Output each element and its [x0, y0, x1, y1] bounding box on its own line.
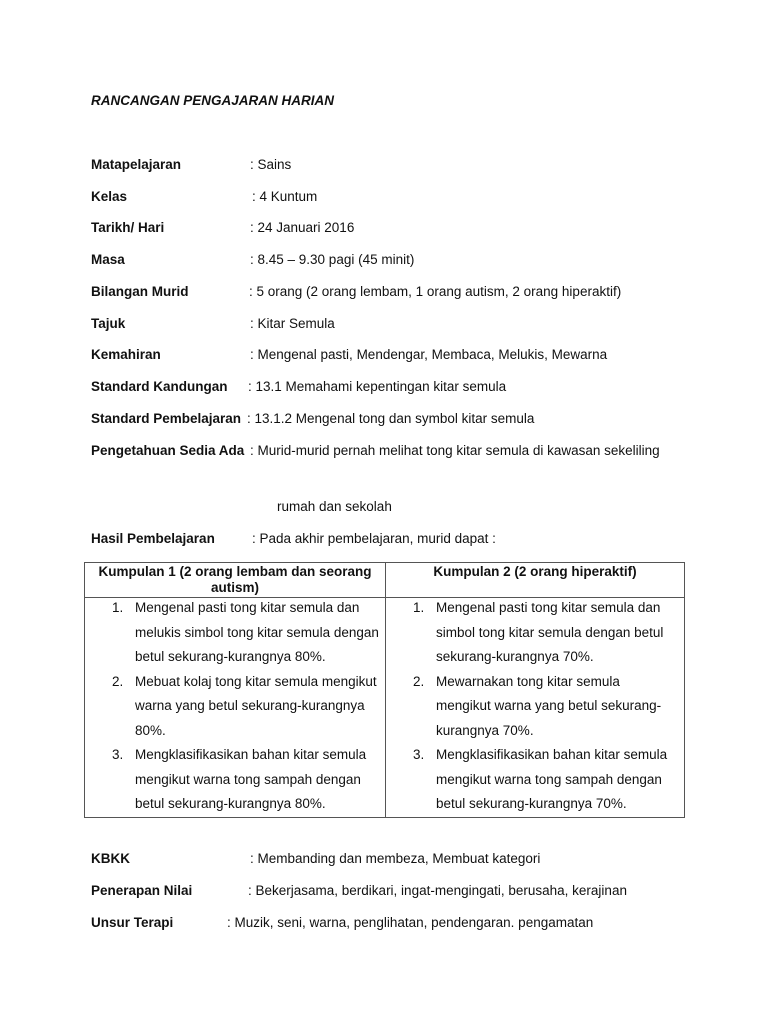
field-label: Hasil Pembelajaran — [91, 531, 215, 546]
field-value: : Membanding dan membeza, Membuat kategori — [250, 851, 541, 866]
list-item — [386, 743, 684, 817]
list-number: 2. — [413, 673, 425, 689]
field-value: : Pada akhir pembelajaran, murid dapat : — [252, 531, 496, 546]
list-number: 1. — [112, 600, 124, 615]
list-item-text: Mebuat kolaj tong kitar semula mengikut warna yang betul sekurang-kurangnya 80%. — [135, 673, 377, 738]
col1-header: Kumpulan 1 (2 orang lembam dan seorang autism) — [85, 563, 386, 598]
list-item — [85, 670, 385, 744]
field-value: : Bekerjasama, berdikari, ingat-mengingati, berusaha, kerajinan — [248, 883, 627, 898]
list-item — [85, 596, 385, 670]
field-value: : Murid-murid pernah melihat tong kitar semula di kawasan sekeliling — [250, 443, 660, 458]
col2-header: Kumpulan 2 (2 orang hiperaktif) — [386, 563, 685, 598]
col1-list — [85, 596, 385, 817]
list-item-text: Mengklasifikasikan bahan kitar semula mengikut warna tong sampah dengan betul sekurang-kurangnya 80%. — [135, 747, 367, 811]
list-number: 3. — [413, 747, 425, 762]
list-number: 3. — [112, 747, 124, 762]
list-item-text: Mengklasifikasikan bahan kitar semula mengikut warna tong sampah dengan betul sekurang-kurangnya 70%. — [436, 747, 668, 811]
field-value: : 13.1 Memahami kepentingan kitar semula — [248, 379, 507, 394]
field-label: Kelas — [91, 189, 128, 204]
field-label: Unsur Terapi — [91, 915, 174, 930]
pengetahuan-continuation: rumah dan sekolah — [277, 499, 392, 514]
table-row — [85, 598, 685, 818]
field-label: Masa — [91, 252, 125, 267]
list-item — [85, 743, 385, 817]
field-label: Tajuk — [91, 316, 126, 331]
document-title: RANCANGAN PENGAJARAN HARIAN — [91, 93, 335, 108]
field-label: Matapelajaran — [91, 157, 182, 172]
field-value: : Mengenal pasti, Mendengar, Membaca, Melukis, Mewarna — [250, 347, 608, 362]
col2-cell — [386, 598, 685, 818]
list-number: 1. — [413, 600, 425, 615]
field-label: KBKK — [91, 851, 130, 866]
table-header-row — [85, 563, 685, 598]
field-label: Bilangan Murid — [91, 284, 189, 299]
list-item-text: Mengenal pasti tong kitar semula dan simbol tong kitar semula dengan betul sekurang-kurangnya 70%. — [436, 600, 664, 664]
list-item — [386, 596, 684, 670]
list-item-text: Mengenal pasti tong kitar semula dan melukis simbol tong kitar semula dengan betul sekurang-kurangnya 80%. — [135, 600, 379, 664]
hasil-pembelajaran-table — [84, 562, 685, 818]
field-label: Kemahiran — [91, 347, 161, 362]
field-value: : Muzik, seni, warna, penglihatan, pendengaran. pengamatan — [227, 915, 594, 930]
col2-list — [386, 596, 684, 817]
field-value: : 24 Januari 2016 — [250, 220, 355, 235]
field-label: Pengetahuan Sedia Ada — [91, 443, 245, 458]
field-label: Standard Pembelajaran — [91, 411, 242, 426]
field-value: : 4 Kuntum — [252, 189, 318, 204]
field-value: : 5 orang (2 orang lembam, 1 orang autism, 2 orang hiperaktif) — [249, 284, 622, 299]
list-item-text: Mewarnakan tong kitar semula mengikut warna yang betul sekurang-kurangnya 70%. — [436, 673, 662, 738]
list-item — [386, 670, 684, 744]
field-value: : Sains — [250, 157, 292, 172]
field-label: Tarikh/ Hari — [91, 220, 165, 235]
col1-cell — [85, 598, 386, 818]
field-label: Standard Kandungan — [91, 379, 228, 394]
list-number: 2. — [112, 673, 124, 689]
field-value: : 13.1.2 Mengenal tong dan symbol kitar semula — [247, 411, 535, 426]
field-label: Penerapan Nilai — [91, 883, 193, 898]
field-value: : Kitar Semula — [250, 316, 335, 331]
field-value: : 8.45 – 9.30 pagi (45 minit) — [250, 252, 415, 267]
